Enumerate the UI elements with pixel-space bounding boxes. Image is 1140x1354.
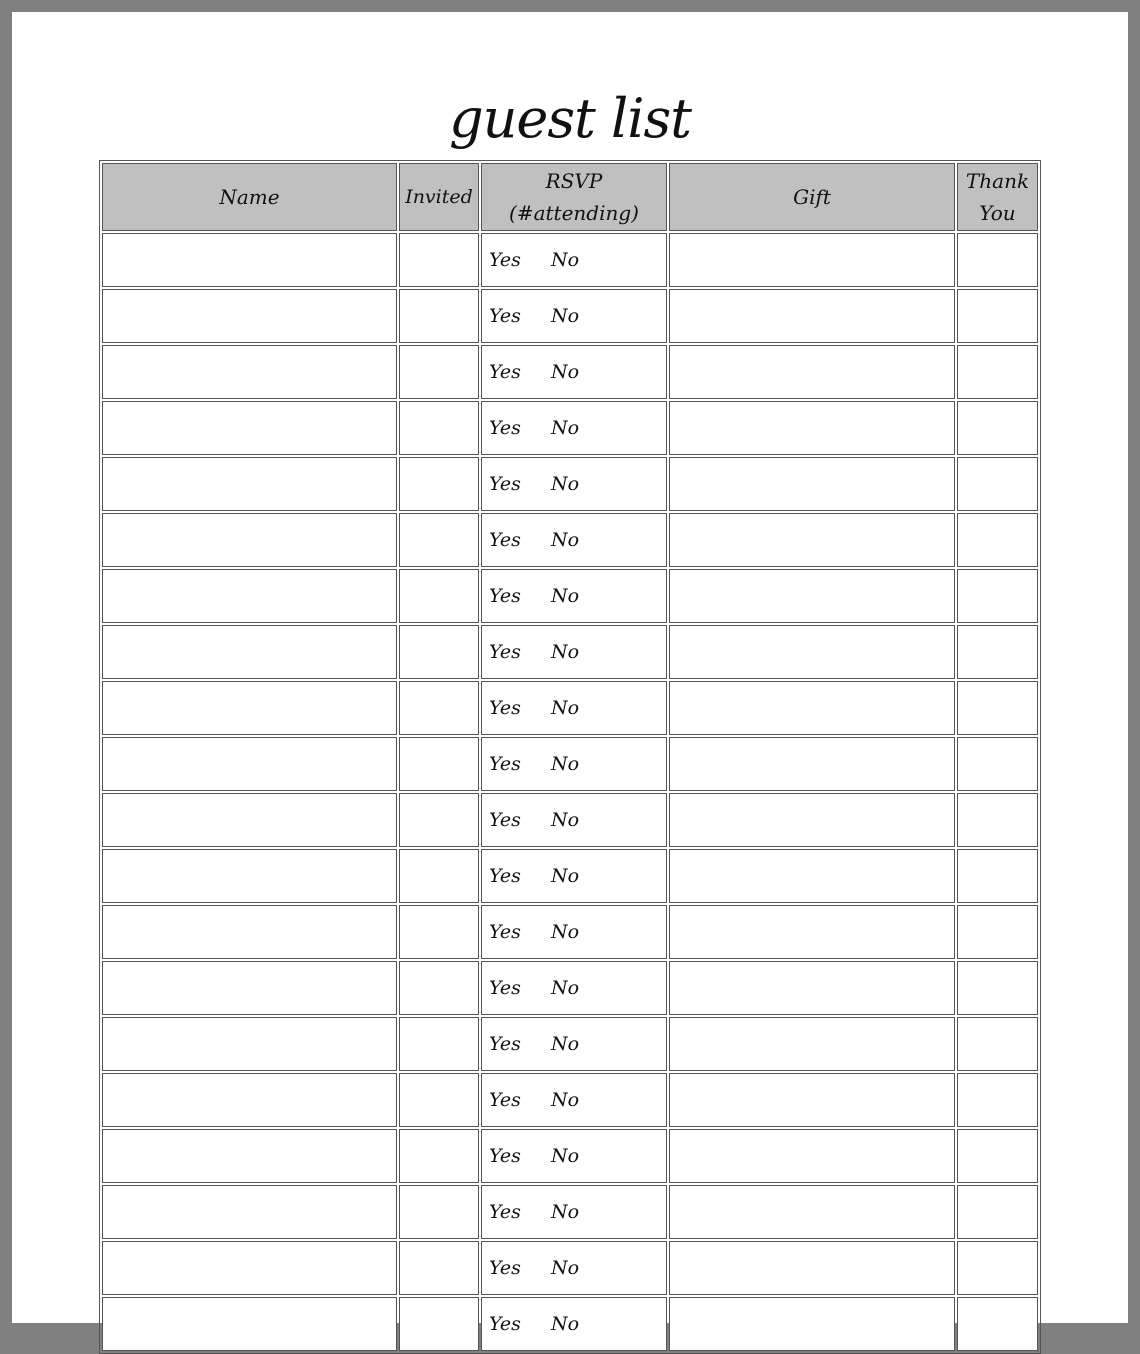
- rsvp-cell[interactable]: [481, 233, 667, 287]
- invited-cell[interactable]: [399, 625, 479, 679]
- rsvp-yes-option[interactable]: Yes: [489, 641, 521, 663]
- table-row: [102, 1129, 1038, 1183]
- invited-cell[interactable]: [399, 1297, 479, 1351]
- invited-cell[interactable]: [399, 1073, 479, 1127]
- rsvp-no-option[interactable]: No: [551, 809, 580, 831]
- thank-you-cell[interactable]: [957, 793, 1038, 847]
- table-row: [102, 1073, 1038, 1127]
- invited-cell[interactable]: [399, 737, 479, 791]
- thank-you-cell[interactable]: [957, 1185, 1038, 1239]
- column-header-gift: Gift: [669, 163, 955, 231]
- name-cell[interactable]: [102, 793, 397, 847]
- table-row: [102, 961, 1038, 1015]
- name-cell[interactable]: [102, 1073, 397, 1127]
- rsvp-yes-option[interactable]: Yes: [489, 697, 521, 719]
- column-header-invited: Invited: [399, 163, 479, 231]
- rsvp-cell[interactable]: [481, 1297, 667, 1351]
- column-header-thank-you: [957, 163, 1038, 231]
- rsvp-cell[interactable]: [481, 793, 667, 847]
- name-cell[interactable]: [102, 681, 397, 735]
- thank-you-cell[interactable]: [957, 1241, 1038, 1295]
- invited-cell[interactable]: [399, 289, 479, 343]
- name-cell[interactable]: [102, 1129, 397, 1183]
- rsvp-cell[interactable]: [481, 905, 667, 959]
- rsvp-no-option[interactable]: No: [551, 921, 580, 943]
- rsvp-yes-option[interactable]: Yes: [489, 865, 521, 887]
- invited-cell[interactable]: [399, 401, 479, 455]
- gift-cell[interactable]: [669, 1129, 955, 1183]
- name-cell[interactable]: [102, 961, 397, 1015]
- invited-cell[interactable]: [399, 849, 479, 903]
- invited-cell[interactable]: [399, 1129, 479, 1183]
- column-header-thank-line1: Thank: [965, 169, 1030, 193]
- table-row: [102, 513, 1038, 567]
- guest-list-table: [99, 160, 1041, 1354]
- gift-cell[interactable]: [669, 513, 955, 567]
- invited-cell[interactable]: [399, 569, 479, 623]
- rsvp-cell[interactable]: [481, 737, 667, 791]
- rsvp-yes-option[interactable]: Yes: [489, 1313, 521, 1335]
- rsvp-cell[interactable]: [481, 961, 667, 1015]
- gift-cell[interactable]: [669, 681, 955, 735]
- thank-you-cell[interactable]: [957, 849, 1038, 903]
- column-header-rsvp: [481, 163, 667, 231]
- rsvp-yes-option[interactable]: Yes: [489, 809, 521, 831]
- rsvp-no-option[interactable]: No: [551, 305, 580, 327]
- rsvp-no-option[interactable]: No: [551, 1033, 580, 1055]
- table-row: [102, 793, 1038, 847]
- name-cell[interactable]: [102, 345, 397, 399]
- name-cell[interactable]: [102, 233, 397, 287]
- rsvp-yes-option[interactable]: Yes: [489, 1089, 521, 1111]
- gift-cell[interactable]: [669, 1017, 955, 1071]
- rsvp-yes-option[interactable]: Yes: [489, 1033, 521, 1055]
- name-cell[interactable]: [102, 457, 397, 511]
- rsvp-yes-option[interactable]: Yes: [489, 753, 521, 775]
- table-row: [102, 737, 1038, 791]
- gift-cell[interactable]: [669, 737, 955, 791]
- rsvp-cell[interactable]: [481, 1241, 667, 1295]
- table-row: [102, 569, 1038, 623]
- rsvp-cell[interactable]: [481, 625, 667, 679]
- gift-cell[interactable]: [669, 1185, 955, 1239]
- invited-cell[interactable]: [399, 345, 479, 399]
- rsvp-no-option[interactable]: No: [551, 1257, 580, 1279]
- thank-you-cell[interactable]: [957, 345, 1038, 399]
- table-row: [102, 233, 1038, 287]
- table-row: [102, 289, 1038, 343]
- thank-you-cell[interactable]: [957, 1297, 1038, 1351]
- invited-cell[interactable]: [399, 1241, 479, 1295]
- name-cell[interactable]: [102, 1241, 397, 1295]
- guest-list-sheet: [12, 12, 1128, 1335]
- table-row: [102, 905, 1038, 959]
- invited-cell[interactable]: [399, 513, 479, 567]
- name-cell[interactable]: [102, 737, 397, 791]
- thank-you-cell[interactable]: [957, 569, 1038, 623]
- thank-you-cell[interactable]: [957, 961, 1038, 1015]
- gift-cell[interactable]: [669, 849, 955, 903]
- rsvp-no-option[interactable]: No: [551, 249, 580, 271]
- table-row: [102, 401, 1038, 455]
- gift-cell[interactable]: [669, 1297, 955, 1351]
- thank-you-cell[interactable]: [957, 513, 1038, 567]
- rsvp-no-option[interactable]: No: [551, 1145, 580, 1167]
- rsvp-no-option[interactable]: No: [551, 865, 580, 887]
- thank-you-cell[interactable]: [957, 289, 1038, 343]
- rsvp-no-option[interactable]: No: [551, 1201, 580, 1223]
- rsvp-yes-option[interactable]: Yes: [489, 1201, 521, 1223]
- rsvp-cell[interactable]: [481, 1129, 667, 1183]
- gift-cell[interactable]: [669, 961, 955, 1015]
- rsvp-yes-option[interactable]: Yes: [489, 1257, 521, 1279]
- gift-cell[interactable]: [669, 1073, 955, 1127]
- rsvp-no-option[interactable]: No: [551, 977, 580, 999]
- invited-cell[interactable]: [399, 1017, 479, 1071]
- column-header-thank-line2: You: [979, 201, 1016, 225]
- rsvp-yes-option[interactable]: Yes: [489, 473, 521, 495]
- rsvp-no-option[interactable]: No: [551, 585, 580, 607]
- thank-you-cell[interactable]: [957, 1073, 1038, 1127]
- table-row: [102, 345, 1038, 399]
- rsvp-yes-option[interactable]: Yes: [489, 977, 521, 999]
- invited-cell[interactable]: [399, 233, 479, 287]
- column-header-rsvp-line1: RSVP: [545, 169, 603, 193]
- header-row: [102, 163, 1038, 231]
- rsvp-no-option[interactable]: No: [551, 697, 580, 719]
- thank-you-cell[interactable]: [957, 905, 1038, 959]
- gift-cell[interactable]: [669, 233, 955, 287]
- name-cell[interactable]: [102, 1185, 397, 1239]
- gift-cell[interactable]: [669, 625, 955, 679]
- rsvp-no-option[interactable]: No: [551, 1313, 580, 1335]
- name-cell[interactable]: [102, 289, 397, 343]
- table-row: [102, 1297, 1038, 1351]
- rsvp-cell[interactable]: [481, 849, 667, 903]
- rsvp-yes-option[interactable]: Yes: [489, 921, 521, 943]
- table-row: [102, 1241, 1038, 1295]
- table-row: [102, 457, 1038, 511]
- rsvp-cell[interactable]: [481, 345, 667, 399]
- gift-cell[interactable]: [669, 793, 955, 847]
- table-row: [102, 681, 1038, 735]
- gift-cell[interactable]: [669, 1241, 955, 1295]
- table-row: [102, 625, 1038, 679]
- gift-cell[interactable]: [669, 569, 955, 623]
- rsvp-yes-option[interactable]: Yes: [489, 361, 521, 383]
- rsvp-yes-option[interactable]: Yes: [489, 1145, 521, 1167]
- column-header-rsvp-line2: (#attending): [509, 201, 639, 225]
- gift-cell[interactable]: [669, 905, 955, 959]
- rsvp-yes-option[interactable]: Yes: [489, 305, 521, 327]
- table-row: [102, 1017, 1038, 1071]
- name-cell[interactable]: [102, 625, 397, 679]
- rsvp-no-option[interactable]: No: [551, 473, 580, 495]
- thank-you-cell[interactable]: [957, 233, 1038, 287]
- invited-cell[interactable]: [399, 961, 479, 1015]
- table-row: [102, 1185, 1038, 1239]
- name-cell[interactable]: [102, 905, 397, 959]
- rsvp-cell[interactable]: [481, 289, 667, 343]
- thank-you-cell[interactable]: [957, 1017, 1038, 1071]
- rsvp-cell[interactable]: [481, 513, 667, 567]
- rsvp-no-option[interactable]: No: [551, 529, 580, 551]
- thank-you-cell[interactable]: [957, 1129, 1038, 1183]
- rsvp-no-option[interactable]: No: [551, 753, 580, 775]
- table-row: [102, 849, 1038, 903]
- rsvp-no-option[interactable]: No: [551, 641, 580, 663]
- gift-cell[interactable]: [669, 457, 955, 511]
- rsvp-no-option[interactable]: No: [551, 361, 580, 383]
- rsvp-cell[interactable]: [481, 1017, 667, 1071]
- invited-cell[interactable]: [399, 1185, 479, 1239]
- invited-cell[interactable]: [399, 681, 479, 735]
- name-cell[interactable]: [102, 1297, 397, 1351]
- name-cell[interactable]: [102, 1017, 397, 1071]
- gift-cell[interactable]: [669, 401, 955, 455]
- rsvp-no-option[interactable]: No: [551, 1089, 580, 1111]
- gift-cell[interactable]: [669, 345, 955, 399]
- rsvp-no-option[interactable]: No: [551, 417, 580, 439]
- thank-you-cell[interactable]: [957, 401, 1038, 455]
- invited-cell[interactable]: [399, 793, 479, 847]
- guest-rows: [102, 233, 1038, 1351]
- rsvp-yes-option[interactable]: Yes: [489, 249, 521, 271]
- rsvp-yes-option[interactable]: Yes: [489, 529, 521, 551]
- name-cell[interactable]: [102, 513, 397, 567]
- rsvp-cell[interactable]: [481, 457, 667, 511]
- name-cell[interactable]: [102, 569, 397, 623]
- thank-you-cell[interactable]: [957, 457, 1038, 511]
- gift-cell[interactable]: [669, 289, 955, 343]
- name-cell[interactable]: [102, 849, 397, 903]
- invited-cell[interactable]: [399, 905, 479, 959]
- rsvp-yes-option[interactable]: Yes: [489, 585, 521, 607]
- rsvp-cell[interactable]: [481, 1185, 667, 1239]
- column-header-name: Name: [102, 163, 397, 231]
- page-title: guest list: [449, 87, 691, 150]
- rsvp-cell[interactable]: [481, 1073, 667, 1127]
- thank-you-cell[interactable]: [957, 737, 1038, 791]
- rsvp-yes-option[interactable]: Yes: [489, 417, 521, 439]
- invited-cell[interactable]: [399, 457, 479, 511]
- rsvp-cell[interactable]: [481, 569, 667, 623]
- rsvp-cell[interactable]: [481, 681, 667, 735]
- thank-you-cell[interactable]: [957, 625, 1038, 679]
- rsvp-cell[interactable]: [481, 401, 667, 455]
- thank-you-cell[interactable]: [957, 681, 1038, 735]
- name-cell[interactable]: [102, 401, 397, 455]
